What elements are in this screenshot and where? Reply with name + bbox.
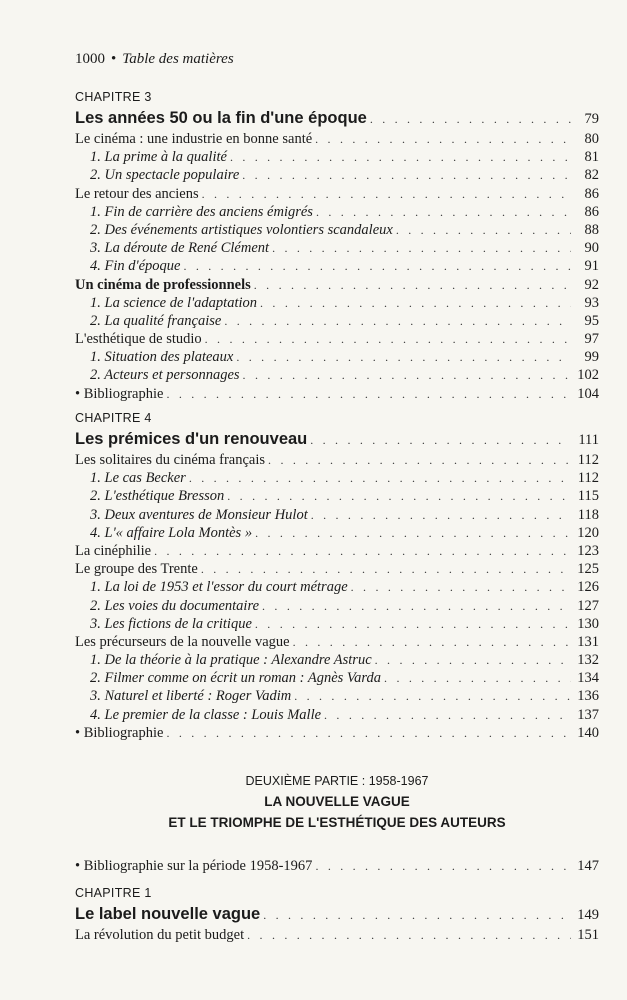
dot-leader [202,185,571,203]
dot-leader [189,469,571,487]
toc-entry-title: 2. Des événements artistiques volontiers scandaleux [90,221,393,238]
toc-entry-title: 3. La déroute de René Clément [90,240,270,257]
toc-entry-page: 111 [578,432,599,448]
chapter-4-section [75,409,599,742]
dot-leader [255,615,571,633]
toc-entry-2-acteurs-et-personnages [75,366,599,384]
toc-entry-title: 2. Les voies du documentaire [90,597,260,614]
toc-entry-2-des-evenements-artistiques-volontiers-scandale [75,221,599,239]
toc-entry-page: 126 [577,579,599,596]
toc-entry-page: 137 [577,706,599,723]
toc-entry-page: 115 [577,488,599,505]
dot-leader [351,578,571,596]
toc-entry-title: • Bibliographie [75,385,166,403]
dot-leader [260,294,571,312]
toc-entry-3-deux-aventures-de-monsieur-hulot [75,506,599,524]
running-head-separator: • [111,51,117,67]
part-title-line-1: LA NOUVELLE VAGUE [264,794,410,809]
toc-entry-page: 80 [584,131,599,147]
dot-leader [294,687,571,705]
toc-entry-title: La révolution du petit budget [75,927,245,943]
toc-entry-les-precurseurs-de-la-nouvelle-vague [75,633,599,651]
toc-entry-title: Le label nouvelle vague [75,905,261,923]
toc-entry-page: 127 [577,597,599,614]
toc-entry-page: 99 [584,349,599,366]
dot-leader [293,633,571,651]
toc-entry-page: 81 [584,149,599,166]
toc-entry-title: 2. Acteurs et personnages [90,367,240,384]
chapter-label: CHAPITRE 3 [75,90,152,104]
toc-entry-page: 112 [577,470,599,487]
dot-leader [230,148,571,166]
dot-leader [224,312,571,330]
toc-entry-2-l-esthetique-bresson [75,487,599,505]
dot-leader [315,130,571,148]
toc-entry-title: Le retour des anciens [75,185,199,202]
toc-entry-page: 91 [584,258,599,275]
dot-leader [315,857,571,875]
toc-entry-4-le-premier-de-la-classe-louis-malle [75,706,599,724]
toc-entry-1-la-loi-de-1953-et-l-essor-du-court-metrage [75,578,599,596]
toc-entry-page: 125 [577,561,599,578]
dot-leader [242,166,571,184]
toc-entry-title: Un cinéma de professionnels [75,276,251,293]
page-number: 1000 [75,51,105,67]
chapter-3-section [75,88,599,403]
dot-leader [384,669,571,687]
dot-leader [247,926,571,944]
toc-entry-le-retour-des-anciens [75,185,599,203]
toc-entry-1-fin-de-carriere-des-anciens-emigres [75,203,599,221]
part-title-line-2: ET LE TRIOMPHE DE L'ESTHÉTIQUE DES AUTEURS [168,815,506,830]
toc-entry-page: 95 [584,312,599,329]
toc-entry-1-le-cas-becker [75,469,599,487]
toc-entry-title: 1. De la théorie à la pratique : Alexandre Astruc [90,652,372,669]
toc-entry-page: 149 [577,907,599,923]
toc-entry-page: 136 [577,688,599,705]
toc-entry-page: 147 [577,858,599,874]
toc-entry-title: La cinéphilie [75,542,152,559]
toc-entry-1-la-science-de-l-adaptation [75,294,599,312]
toc-entry-title: 4. Fin d'époque [90,258,181,275]
toc-entry-bibliographie [75,385,599,403]
toc-entry-3-les-fictions-de-la-critique [75,615,599,633]
toc-entry-page: 120 [577,524,599,541]
toc-entry-title: Les années 50 ou la fin d'une époque [75,109,367,127]
toc-entry-le-groupe-des-trente [75,560,599,578]
toc-entry-page: 132 [577,652,599,669]
toc-entry-bibliographie-sur-la-periode-1958-1967 [75,857,599,875]
toc-entry-page: 86 [584,203,599,220]
toc-entry-l-esthetique-de-studio [75,330,599,348]
dot-leader [183,257,571,275]
toc-entry-title: 1. Fin de carrière des anciens émigrés [90,203,313,220]
toc-entry-les-annees-50-ou-la-fin-d-une-epoque [75,106,599,130]
toc-entry-2-filmer-comme-on-ecrit-un-roman-agnes-varda [75,669,599,687]
dot-leader [375,651,571,669]
toc-entry-title: 3. Deux aventures de Monsieur Hulot [90,506,308,523]
toc-entry-page: 102 [577,367,599,384]
toc-entry-3-la-deroute-de-rene-clement [75,239,599,257]
toc-entry-title: 1. Le cas Becker [90,470,186,487]
dot-leader [310,428,571,452]
toc-entry-title: 1. Situation des plateaux [90,349,234,366]
part-label: DEUXIÈME PARTIE : 1958-1967 [245,774,429,788]
dot-leader [316,203,571,221]
part-heading [75,772,599,833]
dot-leader [370,107,571,131]
toc-entry-title: 2. Un spectacle populaire [90,167,240,184]
dot-leader [166,385,571,403]
toc-entry-un-cinema-de-professionnels [75,276,599,294]
toc-entry-le-label-nouvelle-vague [75,902,599,926]
dot-leader [263,903,571,927]
dot-leader [396,221,571,239]
dot-leader [201,560,571,578]
running-head-title: Table des matières [122,51,234,67]
toc-entry-title: 2. Filmer comme on écrit un roman : Agnès Varda [90,670,382,687]
toc-entry-les-premices-d-un-renouveau [75,427,599,451]
chapter-label: CHAPITRE 4 [75,411,152,425]
dot-leader [324,706,571,724]
part-bibliography-section [75,857,599,875]
toc-entry-page: 134 [577,670,599,687]
dot-leader [243,366,571,384]
toc-entry-1-la-prime-a-la-qualite [75,148,599,166]
toc-entry-title: 1. La loi de 1953 et l'essor du court métrage [90,579,348,596]
dot-leader [205,330,571,348]
toc-entry-title: • Bibliographie [75,724,166,742]
toc-entry-page: 86 [584,185,599,202]
toc-entry-1-de-la-theorie-a-la-pratique-alexandre-astruc [75,651,599,669]
toc-entry-title: 3. Les fictions de la critique [90,615,252,632]
toc-entry-page: 82 [584,167,599,184]
toc-entry-4-fin-d-epoque [75,257,599,275]
dot-leader [154,542,571,560]
toc-entry-2-les-voies-du-documentaire [75,597,599,615]
toc-entry-la-revolution-du-petit-budget [75,926,599,944]
toc-entry-title: 1. La science de l'adaptation [90,294,258,311]
toc-entry-3-naturel-et-liberte-roger-vadim [75,687,599,705]
toc-entry-page: 92 [584,276,599,293]
toc-entry-page: 130 [577,615,599,632]
toc-entry-la-cinephilie [75,542,599,560]
dot-leader [255,524,571,542]
toc-entry-les-solitaires-du-cinema-francais [75,451,599,469]
toc-entry-title: Le groupe des Trente [75,561,198,578]
dot-leader [236,348,571,366]
toc-entry-title: Le cinéma : une industrie en bonne santé [75,131,313,147]
toc-entry-page: 93 [584,294,599,311]
toc-entry-title: • Bibliographie sur la période 1958-1967 [75,857,315,875]
toc-entry-page: 131 [577,633,599,650]
toc-entry-1-situation-des-plateaux [75,348,599,366]
toc-entry-title: 2. La qualité française [90,312,222,329]
dot-leader [166,724,571,742]
toc-entry-page: 79 [584,111,599,127]
toc-entry-2-la-qualite-francaise [75,312,599,330]
toc-entry-le-cinema-une-industrie-en-bonne-sante [75,130,599,148]
toc-entry-title: Les solitaires du cinéma français [75,452,266,468]
dot-leader [262,597,571,615]
dot-leader [268,451,571,469]
toc-entry-title: 4. Le premier de la classe : Louis Malle [90,706,322,723]
toc-entry-page: 90 [584,240,599,257]
toc-entry-title: 1. La prime à la qualité [90,149,227,166]
toc-entry-page: 104 [577,385,599,402]
toc-entry-page: 123 [577,542,599,559]
toc-entry-page: 97 [584,331,599,348]
toc-entry-title: L'esthétique de studio [75,331,202,348]
chapter-label: CHAPITRE 1 [75,886,152,900]
toc-entry-4-l-affaire-lola-montes [75,524,599,542]
toc-entry-title: 2. L'esthétique Bresson [90,488,225,505]
toc-entry-2-un-spectacle-populaire [75,166,599,184]
toc-entry-title: Les précurseurs de la nouvelle vague [75,633,290,650]
toc-entry-bibliographie [75,724,599,742]
toc-entry-title: 4. L'« affaire Lola Montès » [90,524,253,541]
dot-leader [254,276,571,294]
dot-leader [311,506,571,524]
toc-entry-title: 3. Naturel et liberté : Roger Vadim [90,688,292,705]
toc-entry-page: 140 [577,724,599,741]
running-head [75,51,234,68]
toc-entry-page: 118 [577,506,599,523]
toc-entry-page: 112 [577,452,599,468]
dot-leader [272,239,571,257]
part2-chapter-1-section [75,884,599,944]
toc-entry-title: Les prémices d'un renouveau [75,430,308,448]
toc-entry-page: 151 [577,927,599,943]
dot-leader [227,487,571,505]
toc-entry-page: 88 [584,221,599,238]
